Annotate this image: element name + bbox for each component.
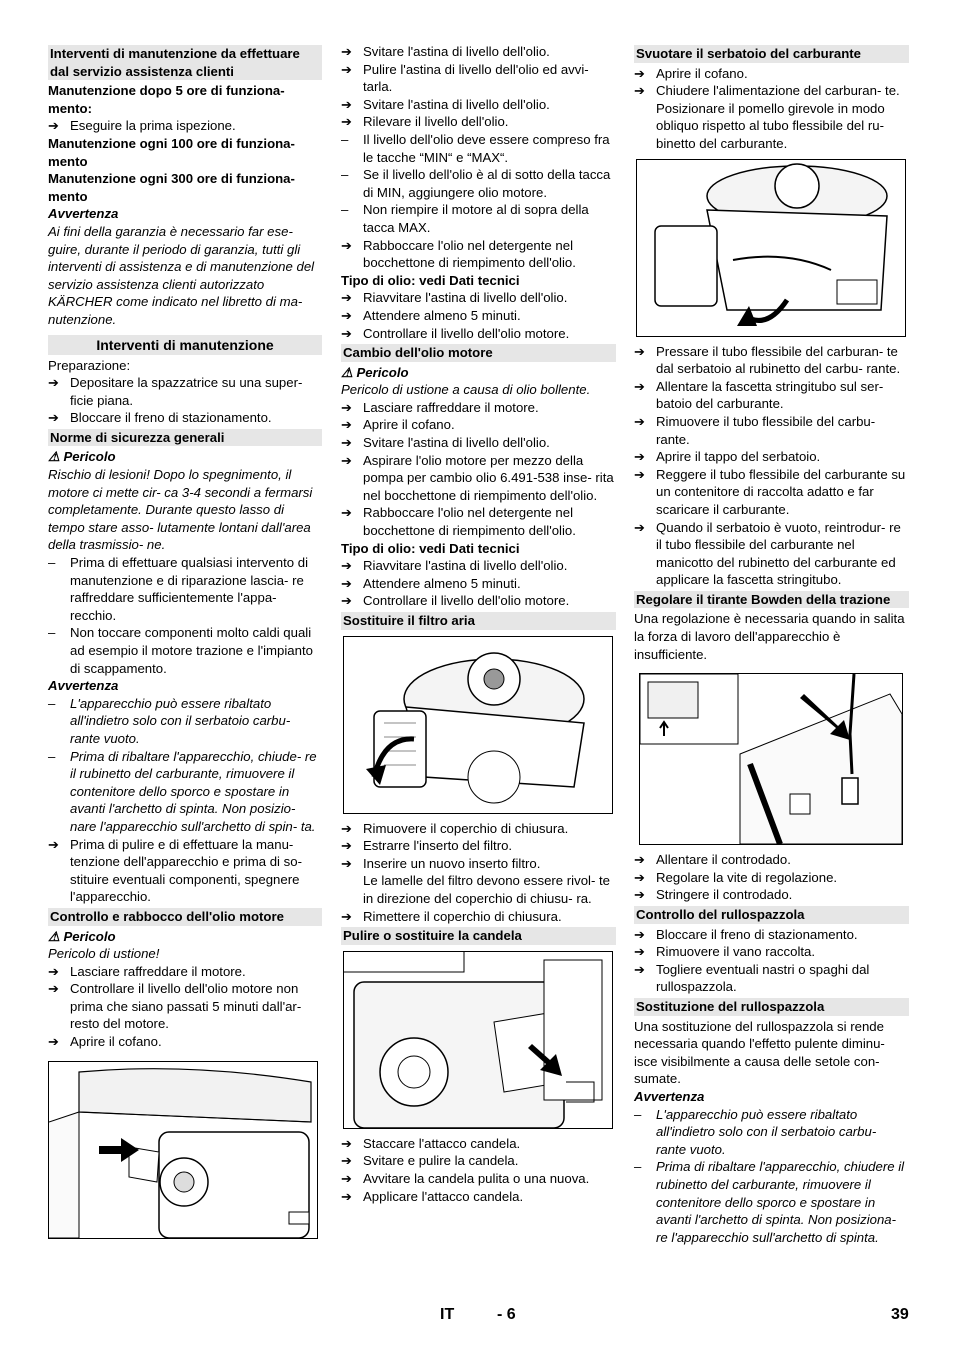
step: ➔ Svitare e pulire la candela. bbox=[341, 1153, 519, 1169]
step: ➔ Rabboccare l'olio nel detergente nel bocchettone di riempimento dell'olio. bbox=[341, 505, 576, 539]
bowden-cable-figure bbox=[639, 673, 903, 845]
section-heading: Pulire o sostituire la candela bbox=[341, 927, 616, 945]
section-heading: Controllo del rullospazzola bbox=[634, 906, 909, 924]
list-item: – Se il livello dell'olio è al di sotto della tacca di MIN, aggiungere olio motore. bbox=[341, 167, 611, 200]
step: ➔ Svitare l'astina di livello dell'olio. bbox=[341, 435, 550, 451]
step: ➔ Rimettere il coperchio di chiusura. bbox=[341, 908, 562, 924]
step: ➔ Rilevare il livello dell'olio. bbox=[341, 114, 509, 130]
step: ➔ Quando il serbatoio è vuoto, reintrodur- re il tubo flessibile del carburante nel manicotto del rubinetto del carburante ed applicare la fascetta stringitubo. bbox=[634, 519, 901, 588]
section-heading: Svuotare il serbatoio del carburante bbox=[634, 45, 909, 63]
list-item: – Prima di ribaltare l'apparecchio, chiudere il rubinetto del carburante, rimuovere il contenitore dello sporco e spostare in avanti l'archetto di spinta. Non posiziona- re l'apparecchio sull'archetto di spinta. bbox=[634, 1159, 905, 1245]
step: ➔ Svitare l'astina di livello dell'olio. bbox=[341, 96, 550, 112]
column-2 bbox=[341, 43, 616, 1205]
danger-label: ⚠ Pericolo bbox=[48, 449, 116, 465]
section-heading: Sostituire il filtro aria bbox=[341, 612, 616, 630]
subheading: Tipo di olio: vedi Dati tecnici bbox=[341, 540, 520, 556]
danger-text: Pericolo di ustione! bbox=[48, 946, 160, 962]
step: ➔ Avvitare la candela pulita o una nuova. bbox=[341, 1170, 590, 1186]
step: ➔ Aprire il cofano. bbox=[341, 417, 455, 433]
step: ➔ Aprire il cofano. bbox=[48, 1034, 162, 1050]
section-heading: Regolare il tirante Bowden della trazione bbox=[634, 591, 909, 609]
paragraph: Una sostituzione del rullospazzola si rende necessaria quando l'effetto pulente diminu- isce visibilmente a causa delle setole con- sumate. bbox=[634, 1018, 885, 1087]
step: ➔ Rimuovere il coperchio di chiusura. bbox=[341, 820, 569, 836]
list-item: – Prima di effettuare qualsiasi intervento di manutenzione e di riparazione lascia- re raffreddare sufficientemente l'appa- recchio. bbox=[48, 555, 308, 623]
list-item: – L'apparecchio può essere ribaltato all'indietro solo con il serbatoio carbu- rante vuoto. bbox=[634, 1106, 877, 1157]
step: ➔ Allentare il controdado. bbox=[634, 852, 791, 868]
section-heading: Norme di sicurezza generali bbox=[48, 429, 322, 447]
step: ➔ Aspirare l'olio motore per mezzo della pompa per cambio olio 6.491-538 inse- rita nel bocchettone di riempimento dell'olio. bbox=[341, 452, 614, 503]
page-number: 39 bbox=[891, 1306, 909, 1323]
spark-plug-figure bbox=[343, 951, 613, 1129]
danger-text: Pericolo di ustione a causa di olio bollente. bbox=[341, 382, 591, 398]
column-1 bbox=[48, 43, 322, 1245]
step: ➔ Depositare la spazzatrice su una super- ficie piana. bbox=[48, 375, 303, 408]
step: ➔ Svitare l'astina di livello dell'olio. bbox=[341, 44, 550, 59]
step: ➔ Controllare il livello dell'olio motore. bbox=[341, 325, 570, 341]
language-code: IT bbox=[440, 1306, 455, 1323]
subheading: Tipo di olio: vedi Dati tecnici bbox=[341, 272, 520, 288]
air-filter-illustration bbox=[344, 637, 612, 813]
section-heading: Cambio dell'olio motore bbox=[341, 344, 616, 362]
oil-dipstick-figure bbox=[48, 1061, 318, 1239]
air-filter-figure bbox=[343, 636, 613, 814]
subheading: Manutenzione dopo 5 ore di funziona- mento: bbox=[48, 83, 285, 116]
step: ➔ Chiudere l'alimentazione del carburan- te. bbox=[634, 83, 900, 99]
bowden-cable-illustration bbox=[640, 674, 902, 844]
engine-illustration bbox=[49, 1062, 317, 1238]
step: ➔ Estrarre l'inserto del filtro. bbox=[341, 838, 513, 854]
step: ➔ Pulire l'astina di livello dell'olio ed avvi- tarla. bbox=[341, 61, 589, 95]
note-label: Avvertenza bbox=[48, 678, 119, 694]
step: ➔ Bloccare il freno di stazionamento. bbox=[48, 410, 272, 426]
step: ➔ Prima di pulire e di effettuare la manu- tenzione dell'apparecchio e prima di so- stituire eventuali componenti, spegnere l'apparecchio. bbox=[48, 836, 302, 905]
list-item: – Prima di ribaltare l'apparecchio, chiude- re il rubinetto del carburante, rimuovere il contenitore dello sporco e spostare in avanti l'archetto di spinta. Non posizio- nare l'apparecchio sull'archetto di spin- ta. bbox=[48, 748, 317, 834]
step: ➔ Controllare il livello dell'olio motore non prima che siano passati 5 minuti dall'ar- resto del motore. bbox=[48, 981, 302, 1032]
danger-label: ⚠ Pericolo bbox=[341, 364, 409, 380]
section-heading: Interventi di manutenzione bbox=[48, 335, 322, 355]
paragraph: Preparazione: bbox=[48, 357, 131, 373]
step: ➔ Attendere almeno 5 minuti. bbox=[341, 575, 521, 591]
step: ➔ Inserire un nuovo inserto filtro. bbox=[341, 855, 541, 871]
step: ➔ Aprire il cofano. bbox=[634, 65, 748, 81]
step: ➔ Togliere eventuali nastri o spaghi dal rullospazzola. bbox=[634, 961, 870, 995]
step: ➔ Controllare il livello dell'olio motore. bbox=[341, 593, 570, 609]
step: ➔ Stringere il controdado. bbox=[634, 887, 793, 903]
step: ➔ Riavvitare l'astina di livello dell'olio. bbox=[341, 290, 568, 306]
step: ➔ Rimuovere il tubo flessibile del carbu- rante. bbox=[634, 413, 876, 447]
step: ➔ Reggere il tubo flessibile del carburante su un contenitore di raccolta adatto e far scaricare il carburante. bbox=[634, 466, 906, 517]
step: ➔ Applicare l'attacco candela. bbox=[341, 1188, 524, 1204]
fuel-tank-illustration bbox=[637, 160, 905, 336]
list-item: – Il livello dell'olio deve essere compreso fra le tacche “MIN“ e “MAX“. bbox=[341, 131, 610, 165]
step: ➔ Riavvitare l'astina di livello dell'olio. bbox=[341, 558, 568, 574]
step: ➔ Lasciare raffreddare il motore. bbox=[48, 963, 246, 979]
warning-icon: ⚠ bbox=[341, 364, 353, 380]
step: ➔ Bloccare il freno di stazionamento. bbox=[634, 926, 858, 942]
local-page-number: - 6 bbox=[497, 1306, 516, 1323]
section-heading: Interventi di manutenzione da effettuare dal servizio assistenza clienti bbox=[48, 45, 322, 80]
warning-icon: ⚠ bbox=[48, 449, 60, 465]
step: ➔ Eseguire la prima ispezione. bbox=[48, 118, 236, 134]
danger-text: Rischio di lesioni! Dopo lo spegnimento, il motore ci mette cir- ca 3-4 secondi a fermarsi completamente. Durante questo lasso di tempo stare asso- lutamente lontani dall'area della trasmissio- ne. bbox=[48, 467, 313, 553]
warning-icon: ⚠ bbox=[48, 928, 60, 944]
step: ➔ Attendere almeno 5 minuti. bbox=[341, 307, 521, 323]
list-item: – Non toccare componenti molto caldi quali ad esempio il motore trazione e l'impianto di scappamento. bbox=[48, 625, 313, 676]
subheading: Manutenzione ogni 300 ore di funziona- mento bbox=[48, 171, 295, 204]
note-label: Avvertenza bbox=[48, 206, 119, 222]
section-heading: Sostituzione del rullospazzola bbox=[634, 998, 909, 1016]
step: ➔ Pressare il tubo flessibile del carburan- te dal serbatoio al rubinetto del carbu- rante. bbox=[634, 343, 901, 377]
step-note: Posizionare il pomello girevole in modo obliquo rispetto al tubo flessibile del ru- binetto del carburante. bbox=[656, 100, 885, 151]
step: ➔ Aprire il tappo del serbatoio. bbox=[634, 449, 821, 465]
paragraph: Una regolazione è necessaria quando in salita la forza di lavoro dell'apparecchio è insufficiente. bbox=[634, 611, 905, 662]
subheading: Manutenzione ogni 100 ore di funziona- mento bbox=[48, 135, 295, 169]
fuel-tank-figure bbox=[636, 159, 906, 337]
step: ➔ Rimuovere il vano raccolta. bbox=[634, 944, 816, 960]
step-note: Le lamelle del filtro devono essere rivol- te in direzione del coperchio di chiusu- ra. bbox=[363, 873, 611, 906]
note-label: Avvertenza bbox=[634, 1088, 705, 1104]
list-item: – L'apparecchio può essere ribaltato all'indietro solo con il serbatoio carbu- rante vuoto. bbox=[48, 695, 291, 746]
step: ➔ Staccare l'attacco candela. bbox=[341, 1135, 521, 1151]
list-item: – Non riempire il motore al di sopra della tacca MAX. bbox=[341, 202, 589, 235]
step: ➔ Lasciare raffreddare il motore. bbox=[341, 399, 539, 415]
spark-plug-illustration bbox=[344, 952, 612, 1128]
note-text: Ai fini della garanzia è necessario far ese- guire, durante il periodo di garanzia, tutti gli interventi di assistenza e di manutenzione del servizio assistenza clienti autorizzato KÄRCHER come indicato nel libretto di ma- nutenzione. bbox=[48, 223, 315, 327]
step: ➔ Rabboccare l'olio nel detergente nel bocchettone di riempimento dell'olio. bbox=[341, 237, 576, 271]
step: ➔ Regolare la vite di regolazione. bbox=[634, 869, 838, 885]
danger-label: ⚠ Pericolo bbox=[48, 928, 116, 944]
section-heading: Controllo e rabbocco dell'olio motore bbox=[48, 908, 322, 926]
column-3 bbox=[634, 43, 909, 1246]
step: ➔ Allentare la fascetta stringitubo sul ser- batoio del carburante. bbox=[634, 378, 884, 412]
